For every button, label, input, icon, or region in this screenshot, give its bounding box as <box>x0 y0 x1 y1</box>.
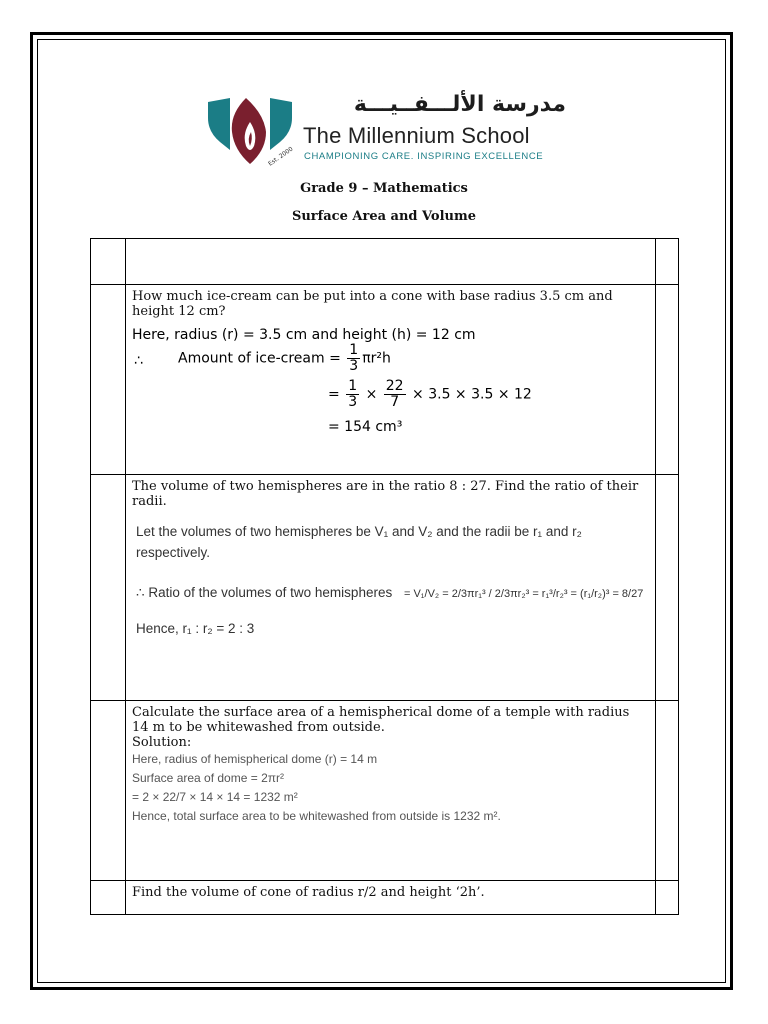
table-row <box>91 285 679 475</box>
question-cell <box>126 701 656 881</box>
answer-line: Amount of ice-cream = $\frac{1}{3}$ πr²h <box>178 342 391 374</box>
answer-conclusion: Hence, r₁ : r₂ = 2 : 3 <box>136 621 255 636</box>
answer-block <box>126 319 655 459</box>
school-name: The Millennium School <box>303 123 530 148</box>
therefore-symbol: ∴ <box>134 353 143 369</box>
solution-label: Solution: <box>132 735 192 750</box>
answer-line: Here, radius (r) = 3.5 cm and height (h) = 12 cm <box>132 327 476 343</box>
answer-result: = 154 cm³ <box>328 419 403 435</box>
answer-line: ∴ Ratio of the volumes of two hemispheres = V₁/V₂ = 2/3πr₁³ / 2/3πr₂³ = r₁³/r₂³ = (r₁/r₂)³ = 8/27 <box>136 585 644 600</box>
question-text: Find the volume of cone of radius r/2 and height ‘2h’. <box>132 885 485 900</box>
answer-line: Surface area of dome = 2πr² <box>132 771 285 785</box>
question-text: Calculate the surface area of a hemispherical dome of a temple with radius 14 m to be whitewashed from outside. <box>132 705 630 735</box>
table-row <box>91 701 679 881</box>
question-cell <box>126 475 656 701</box>
answer-block <box>126 750 655 826</box>
answer-line: Here, radius of hemispherical dome (r) = 14 m <box>132 752 378 766</box>
question-text: How much ice-cream can be put into a cone with base radius 3.5 cm and height 12 cm? <box>132 289 613 319</box>
school-tagline: CHAMPIONING CARE. INSPIRING EXCELLENCE <box>304 151 544 162</box>
question-text: The volume of two hemispheres are in the ratio 8 : 27. Find the ratio of their radii. <box>132 479 639 509</box>
svg-text:Est. 2000: Est. 2000 <box>267 145 295 168</box>
grade-heading: Grade 9 – Mathematics <box>300 181 468 196</box>
questions-table <box>90 238 679 915</box>
answer-line: = 2 × 22/7 × 14 × 14 = 1232 m² <box>132 790 298 804</box>
arabic-school-name: مدرسة الألـــفــيـــة <box>353 92 566 117</box>
topic-heading: Surface Area and Volume <box>291 209 477 224</box>
table-row <box>91 239 679 285</box>
question-cell <box>126 881 656 915</box>
answer-block <box>126 509 655 636</box>
answer-line: = $\frac{1}{3}$ × $\frac{22}{7}$ × 3.5 × 3.5 × 12 <box>328 378 532 410</box>
answer-line: Let the volumes of two hemispheres be V₁ and V₂ and the radii be r₁ and r₂ respectively. <box>136 524 582 560</box>
school-logo <box>200 92 580 172</box>
crest-icon <box>200 92 300 172</box>
answer-line: Hence, total surface area to be whitewashed from outside is 1232 m². <box>132 809 501 823</box>
table-row <box>91 881 679 915</box>
question-cell <box>126 285 656 475</box>
table-row <box>91 475 679 701</box>
